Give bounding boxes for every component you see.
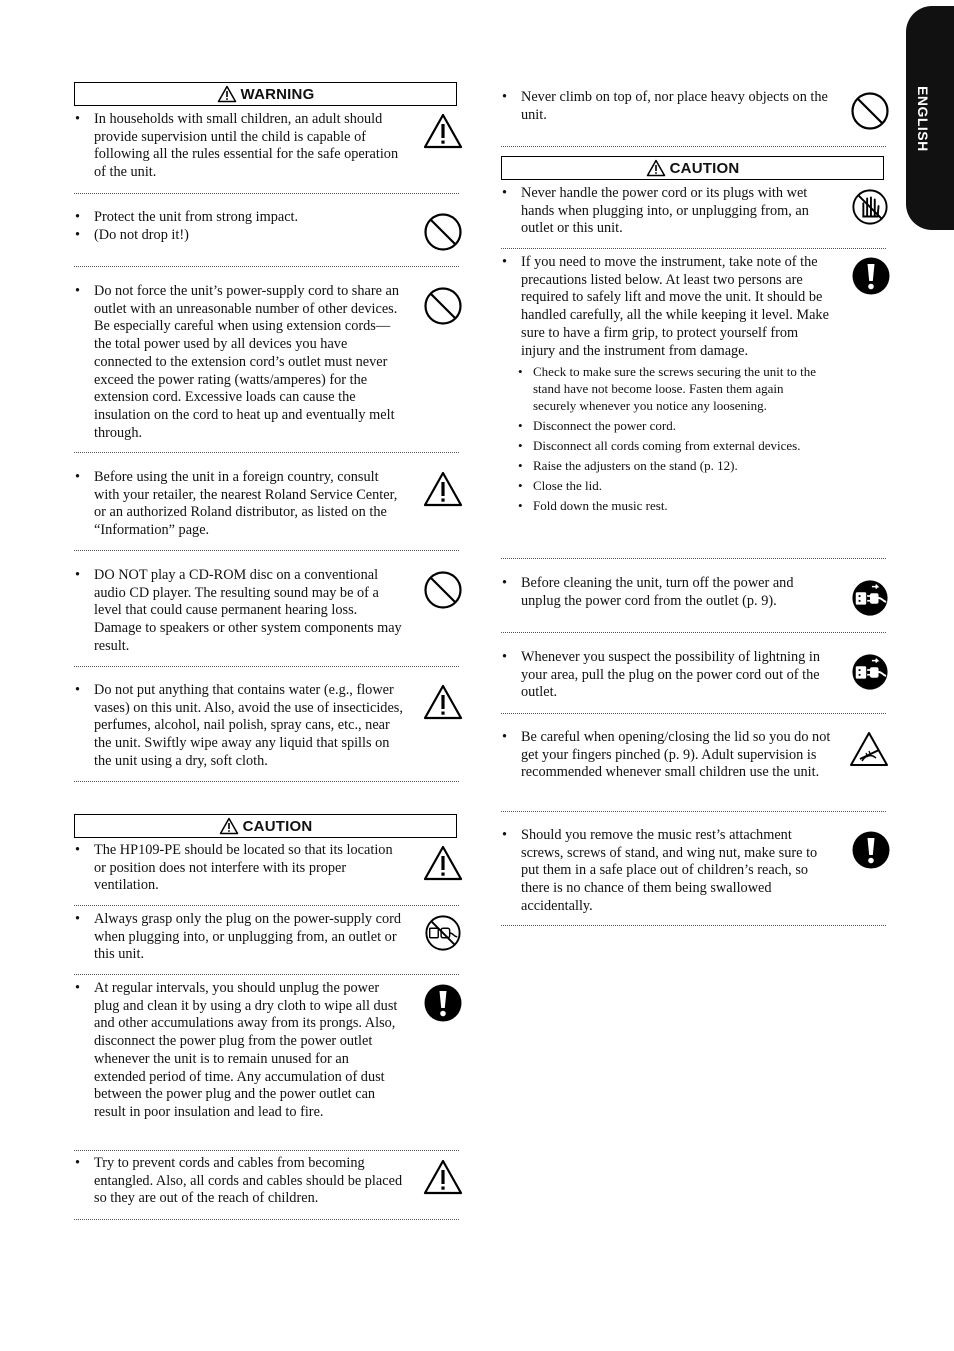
warning-triangle-icon [217, 85, 237, 103]
warning-item-3 [74, 283, 461, 442]
caution-item-2 [74, 911, 461, 964]
bullet-text: • Try to prevent cords and cables from becoming entangled. Also, all cords and cables should be placed so they are out of the reach of children. [74, 1155, 404, 1208]
right-item-lid [501, 729, 888, 782]
move-checklist [517, 363, 829, 514]
divider [501, 632, 886, 633]
divider [74, 266, 459, 267]
bullet-text: • Protect the unit from strong impact. [74, 209, 404, 227]
caution-item-3 [74, 980, 461, 1122]
bullet-text: • Should you remove the music rest’s attachment screws, screws of stand, and wing nut, make sure to put them in a safe place out of children’s reach, so there is no chance of them being swallowed accidentally. [501, 827, 831, 916]
prohibited-icon [850, 91, 890, 131]
bullet-text: • Do not put anything that contains water (e.g., flower vases) on this unit. Also, avoid the use of insecticides, perfumes, alcohol, nail polish, spray cans, etc., near the unit. Swiftly wipe away any liquid that spills on the unit using a dry, soft cloth. [74, 682, 404, 771]
divider [74, 550, 459, 551]
prohibited-icon [423, 212, 463, 252]
checklist-item: • Disconnect all cords coming from external devices. [517, 437, 829, 454]
bullet-text: • If you need to move the instrument, take note of the precautions listed below. At least two persons are required to safely lift and move the unit. It should be handled carefully, all the while keeping it level. Make sure to have a firm grip, to protect yourself from injury and the instrument from damage. [501, 254, 831, 360]
bullet-text: • Whenever you suspect the possibility of lightning in your area, pull the plug on the power cord out of the outlet. [501, 649, 831, 702]
caution-triangle-icon [423, 845, 463, 881]
unplug-icon [851, 653, 889, 691]
bullet-text: • DO NOT play a CD-ROM disc on a conventional audio CD player. The resulting sound may be of a level that could cause permanent hearing loss. Damage to speakers or other system components may result. [74, 567, 404, 656]
divider [74, 781, 459, 782]
right-item-screws [501, 827, 888, 916]
warning-item-5 [74, 567, 461, 656]
caution-header [74, 814, 457, 838]
right-item-move [501, 254, 888, 517]
divider [501, 811, 886, 812]
divider [74, 974, 459, 975]
warning-triangle-icon [646, 159, 666, 177]
bullet-text: • Before using the unit in a foreign country, consult with your retailer, the nearest Roland Service Center, or an authorized Roland distributor, as listed on the “Information” page. [74, 469, 404, 540]
warning-triangle-icon [219, 817, 239, 835]
bullet-text: • Be careful when opening/closing the lid so you do not get your fingers pinched (p. 9). Adult supervision is recommended whenever small children use the unit. [501, 729, 831, 782]
caution-header-label: CAUTION [242, 817, 313, 835]
no-wet-hands-icon [851, 188, 889, 226]
bullet-text: • Do not force the unit’s power-supply cord to share an outlet with an unreasonable number of other devices. Be especially careful when using extension cords—the total power used by all devices you have connected to the extension cord’s outlet must never exceed the power rating (watts/amperes) for the extension cord. Excessive loads can cause the insulation on the cord to heat up and eventually melt through. [74, 283, 404, 442]
mandatory-action-icon [423, 983, 463, 1023]
mandatory-action-icon [851, 256, 891, 296]
caution-triangle-icon [423, 471, 463, 507]
caution-triangle-icon [423, 113, 463, 149]
prohibited-icon [423, 570, 463, 610]
finger-pinch-icon [849, 731, 889, 767]
language-tab-label: ENGLISH [915, 86, 931, 152]
right-item-climb [501, 89, 888, 124]
divider [74, 905, 459, 906]
bullet-text: • Before cleaning the unit, turn off the power and unplug the power cord from the outlet (p. 9). [501, 575, 831, 610]
checklist-item: • Close the lid. [517, 477, 829, 494]
checklist-item: • Check to make sure the screws securing the unit to the stand have not become loose. Fasten them again securely whenever you notice any loosening. [517, 363, 829, 414]
right-item-lightning [501, 649, 888, 702]
bullet-text: • At regular intervals, you should unplug the power plug and clean it by using a dry cloth to wipe all dust and other accumulations away from its prongs. Also, disconnect the power plug from the power outlet whenever the unit is to remain unused for an extended period of time. Any accumulation of dust between the power plug and the power outlet can result in poor insulation and lead to fire. [74, 980, 404, 1122]
caution-item-1 [74, 842, 461, 895]
checklist-item: • Disconnect the power cord. [517, 417, 829, 434]
right-item-wet-hands [501, 185, 888, 238]
bullet-text: • Never handle the power cord or its plugs with wet hands when plugging into, or unplugging from, an outlet or this unit. [501, 185, 831, 238]
divider [501, 925, 886, 926]
prohibited-icon [423, 286, 463, 326]
warning-item-4 [74, 469, 461, 540]
bullet-text: • In households with small children, an adult should provide supervision until the child is capable of following all the rules essential for the safe operation of the unit. [74, 111, 404, 182]
warning-header-label: WARNING [240, 85, 315, 103]
divider [501, 558, 886, 559]
warning-item-6 [74, 682, 461, 771]
divider [74, 1219, 459, 1220]
caution-item-4 [74, 1155, 461, 1208]
checklist-item: • Fold down the music rest. [517, 497, 829, 514]
caution-triangle-icon [423, 684, 463, 720]
bullet-text: • Never climb on top of, nor place heavy objects on the unit. [501, 89, 831, 124]
divider [501, 146, 886, 147]
divider [501, 713, 886, 714]
divider [74, 666, 459, 667]
checklist-item: • Raise the adjusters on the stand (p. 12). [517, 457, 829, 474]
warning-item-1 [74, 111, 461, 182]
divider [501, 248, 886, 249]
caution-triangle-icon [423, 1159, 463, 1195]
divider [74, 1150, 459, 1151]
divider [74, 452, 459, 453]
no-pull-cord-icon [424, 914, 462, 952]
warning-header [74, 82, 457, 106]
caution-header-label: CAUTION [669, 159, 740, 177]
right-item-cleaning [501, 575, 888, 610]
unplug-icon [851, 579, 889, 617]
warning-item-2 [74, 209, 461, 244]
divider [74, 193, 459, 194]
bullet-text: • Always grasp only the plug on the power-supply cord when plugging into, or unplugging from, an outlet or this unit. [74, 911, 404, 964]
caution-header [501, 156, 884, 180]
bullet-text: • (Do not drop it!) [74, 227, 404, 245]
mandatory-action-icon [851, 830, 891, 870]
bullet-text: • The HP109-PE should be located so that its location or position does not interfere with its proper ventilation. [74, 842, 404, 895]
